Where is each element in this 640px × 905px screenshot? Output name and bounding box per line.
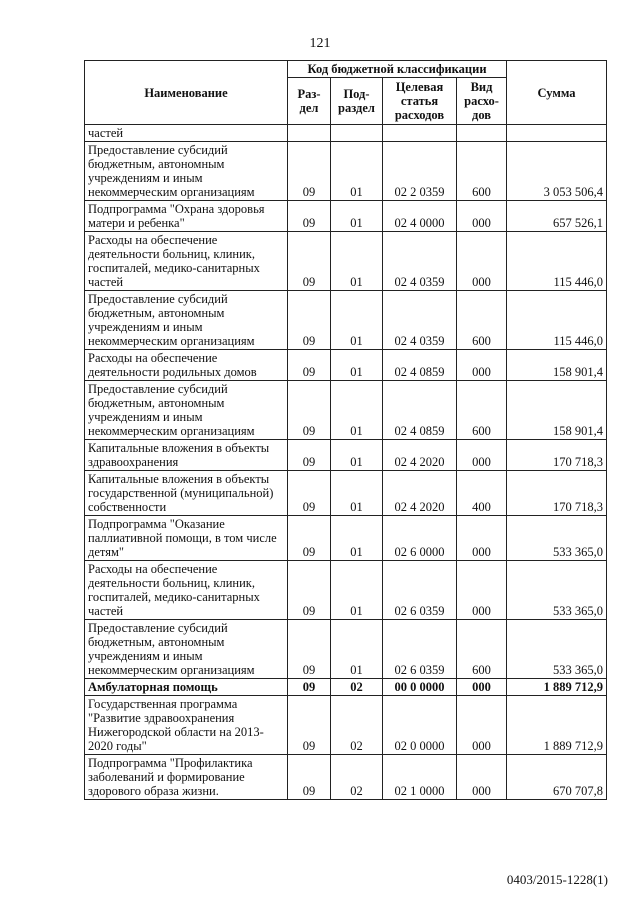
row-razdel: 09 [288,142,331,201]
row-podrazdel: 01 [331,201,383,232]
row-razdel: 09 [288,350,331,381]
table-row [85,291,607,350]
row-celevaya: 02 4 0359 [383,291,457,350]
row-celevaya: 02 1 0000 [383,755,457,800]
row-celevaya [383,125,457,142]
row-podrazdel: 01 [331,516,383,561]
row-razdel: 09 [288,516,331,561]
header-razdel: Раз- дел [288,78,331,125]
row-sum: 158 901,4 [507,350,607,381]
row-celevaya: 02 6 0000 [383,516,457,561]
row-celevaya: 02 4 0859 [383,350,457,381]
header-celevaya: Целевая статья расходов [383,78,457,125]
table-row [85,381,607,440]
row-celevaya: 02 0 0000 [383,696,457,755]
row-podrazdel: 01 [331,232,383,291]
row-name: Капитальные вложения в объекты государственной (муниципальной) собственности [85,471,288,516]
row-vid: 000 [457,440,507,471]
row-podrazdel: 01 [331,350,383,381]
row-vid: 400 [457,471,507,516]
table-row [85,201,607,232]
row-razdel: 09 [288,381,331,440]
row-celevaya: 02 4 0359 [383,232,457,291]
row-celevaya: 02 4 2020 [383,440,457,471]
table-row [85,350,607,381]
row-razdel: 09 [288,201,331,232]
row-name: Подпрограмма "Профилактика заболеваний и формирование здорового образа жизни. [85,755,288,800]
table-row [85,125,607,142]
table-row [85,471,607,516]
row-razdel: 09 [288,291,331,350]
row-vid: 600 [457,291,507,350]
row-celevaya: 02 4 2020 [383,471,457,516]
row-sum: 3 053 506,4 [507,142,607,201]
row-celevaya: 00 0 0000 [383,679,457,696]
budget-table [84,60,607,800]
row-podrazdel: 02 [331,696,383,755]
row-podrazdel: 01 [331,142,383,201]
row-name: Предоставление субсидий бюджетным, автономным учреждениям и иным некоммерческим организациям [85,291,288,350]
row-razdel: 09 [288,471,331,516]
table-row [85,755,607,800]
page-number: 121 [309,36,331,51]
table-row [85,561,607,620]
table-row [85,696,607,755]
document-code: 0403/2015-1228(1) [506,872,608,887]
row-celevaya: 02 4 0859 [383,381,457,440]
row-razdel: 09 [288,561,331,620]
row-sum: 115 446,0 [507,232,607,291]
row-sum: 533 365,0 [507,620,607,679]
row-podrazdel: 01 [331,440,383,471]
table-row [85,679,607,696]
row-sum: 533 365,0 [507,516,607,561]
table-row [85,620,607,679]
row-vid: 000 [457,696,507,755]
row-celevaya: 02 2 0359 [383,142,457,201]
row-name: Расходы на обеспечение деятельности родильных домов [85,350,288,381]
row-name: Капитальные вложения в объекты здравоохранения [85,440,288,471]
header-classification-group: Код бюджетной классификации [288,61,507,78]
row-sum: 533 365,0 [507,561,607,620]
row-sum: 670 707,8 [507,755,607,800]
table-row [85,516,607,561]
row-sum: 115 446,0 [507,291,607,350]
row-razdel: 09 [288,679,331,696]
row-razdel [288,125,331,142]
header-vid: Вид расхо- дов [457,78,507,125]
row-vid: 000 [457,679,507,696]
row-sum: 657 526,1 [507,201,607,232]
row-vid: 600 [457,620,507,679]
row-razdel: 09 [288,440,331,471]
row-podrazdel: 01 [331,561,383,620]
table-row [85,440,607,471]
row-vid: 000 [457,201,507,232]
row-podrazdel: 01 [331,620,383,679]
header-name: Наименование [85,61,288,125]
row-vid: 000 [457,755,507,800]
row-vid: 000 [457,232,507,291]
header-sum: Сумма [507,61,607,125]
row-podrazdel: 01 [331,291,383,350]
row-name: Амбулаторная помощь [85,679,288,696]
row-sum: 1 889 712,9 [507,696,607,755]
row-razdel: 09 [288,696,331,755]
row-name: Подпрограмма "Оказание паллиативной помощи, в том числе детям" [85,516,288,561]
row-vid: 000 [457,350,507,381]
row-name: Предоставление субсидий бюджетным, автономным учреждениям и иным некоммерческим организациям [85,620,288,679]
row-celevaya: 02 6 0359 [383,620,457,679]
row-sum: 1 889 712,9 [507,679,607,696]
row-name: Предоставление субсидий бюджетным, автономным учреждениям и иным некоммерческим организациям [85,142,288,201]
row-vid: 600 [457,381,507,440]
row-razdel: 09 [288,232,331,291]
row-name: Расходы на обеспечение деятельности больниц, клиник, госпиталей, медико-санитарных частей [85,561,288,620]
row-podrazdel: 02 [331,679,383,696]
table-row [85,232,607,291]
row-name: Подпрограмма "Охрана здоровья матери и ребенка" [85,201,288,232]
row-razdel: 09 [288,620,331,679]
row-vid: 000 [457,561,507,620]
row-name: Государственная программа "Развитие здравоохранения Нижегородской области на 2013-2020 годы" [85,696,288,755]
row-name: Расходы на обеспечение деятельности больниц, клиник, госпиталей, медико-санитарных частей [85,232,288,291]
row-celevaya: 02 6 0359 [383,561,457,620]
row-vid [457,125,507,142]
row-sum: 170 718,3 [507,471,607,516]
row-podrazdel: 02 [331,755,383,800]
row-podrazdel: 01 [331,471,383,516]
row-sum: 170 718,3 [507,440,607,471]
row-vid: 000 [457,516,507,561]
row-podrazdel: 01 [331,381,383,440]
header-podrazdel: Под- раздел [331,78,383,125]
table-body [85,125,607,800]
row-celevaya: 02 4 0000 [383,201,457,232]
row-vid: 600 [457,142,507,201]
row-name: частей [85,125,288,142]
row-razdel: 09 [288,755,331,800]
row-sum: 158 901,4 [507,381,607,440]
row-podrazdel [331,125,383,142]
table-row [85,142,607,201]
row-sum [507,125,607,142]
row-name: Предоставление субсидий бюджетным, автономным учреждениям и иным некоммерческим организациям [85,381,288,440]
